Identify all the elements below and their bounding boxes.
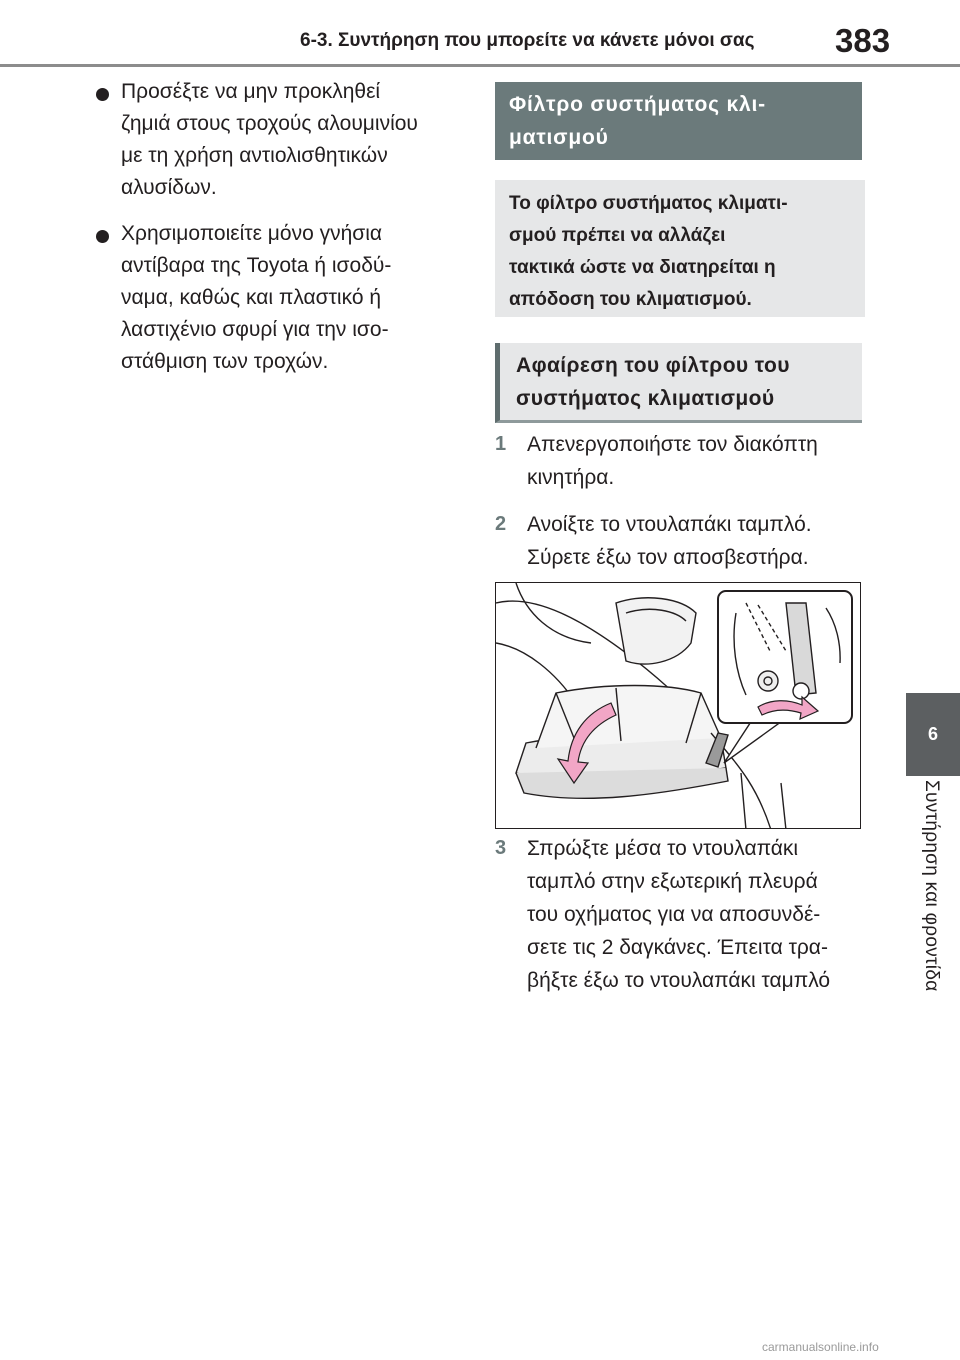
info-line: σμού πρέπει να αλλάζει — [509, 225, 726, 246]
glove-box-drawing — [496, 583, 861, 829]
glove-box-illustration — [495, 582, 861, 829]
chapter-tab — [906, 693, 960, 776]
step-item — [495, 508, 865, 574]
info-line: απόδοση του κλιματισμού. — [509, 289, 752, 310]
text-line: του οχήματος για να αποσυνδέ- — [527, 903, 821, 926]
steps-list — [495, 428, 865, 588]
steps-list-continued — [495, 832, 865, 1011]
text-line: Απενεργοποιήστε τον διακόπτη — [527, 433, 818, 456]
bullet-item — [96, 218, 456, 378]
text-line: με τη χρήση αντιολισθητικών — [121, 144, 388, 167]
text-line: Χρησιμοποιείτε μόνο γνήσια — [121, 222, 383, 245]
step-text — [527, 428, 818, 494]
step-item — [495, 428, 865, 494]
bullet-dot-icon — [96, 230, 109, 243]
text-line: λαστιχένιο σφυρί για την ισο- — [121, 318, 389, 341]
text-line: Σύρετε έξω τον αποσβεστήρα. — [527, 546, 809, 569]
page-number: 383 — [835, 22, 891, 59]
text-line: αλυσίδων. — [121, 176, 217, 199]
step-text — [527, 508, 812, 574]
watermark: carmanualsonline.info — [762, 1340, 879, 1354]
heading-line: Αφαίρεση του φίλτρου του — [516, 354, 790, 377]
step-number: 1 — [495, 433, 507, 455]
text-line: Προσέξτε να μην προκληθεί — [121, 80, 381, 103]
heading-line: συστήματος κλιματισμού — [516, 387, 775, 410]
header-rule — [0, 64, 960, 67]
chapter-number: 6 — [927, 724, 938, 744]
bullet-text — [121, 76, 456, 204]
text-line: αντίβαρα της Toyota ή ισοδύ- — [121, 254, 392, 277]
text-line: ναμα, καθώς και πλαστικό ή — [121, 286, 382, 309]
info-line: τακτικά ώστε να διατηρείται η — [509, 257, 776, 278]
bullet-text — [121, 218, 456, 378]
step-number: 3 — [495, 837, 507, 859]
text-line: Ανοίξτε το ντουλαπάκι ταμπλό. — [527, 513, 812, 536]
info-box — [495, 180, 865, 317]
text-line: σετε τις 2 δαγκάνες. Έπειτα τρα- — [527, 936, 828, 959]
step-number: 2 — [495, 513, 507, 535]
heading-line: ματισμού — [509, 126, 609, 149]
text-line: Σπρώξτε μέσα το ντουλαπάκι — [527, 837, 799, 860]
chapter-label: Συντήρηση και φροντίδα — [921, 780, 942, 992]
text-line: στάθμιση των τροχών. — [121, 350, 329, 373]
procedure-heading — [495, 343, 862, 423]
info-line: Το φίλτρο συστήματος κλιματι- — [509, 193, 788, 214]
text-line: κινητήρα. — [527, 466, 615, 489]
left-column — [96, 76, 456, 392]
bullet-item — [96, 76, 456, 204]
section-heading — [495, 82, 862, 160]
heading-line: Φίλτρο συστήματος κλι- — [509, 93, 766, 116]
step-text — [527, 832, 830, 997]
text-line: βήξτε έξω το ντουλαπάκι ταμπλό — [527, 969, 831, 992]
bullet-dot-icon — [96, 88, 109, 101]
section-title: 6-3. Συντήρηση που μπορείτε να κάνετε μόνοι σας — [300, 30, 755, 51]
text-line: ζημιά στους τροχούς αλουμινίου — [121, 112, 418, 135]
text-line: ταμπλό στην εξωτερική πλευρά — [527, 870, 818, 893]
step-item — [495, 832, 865, 997]
